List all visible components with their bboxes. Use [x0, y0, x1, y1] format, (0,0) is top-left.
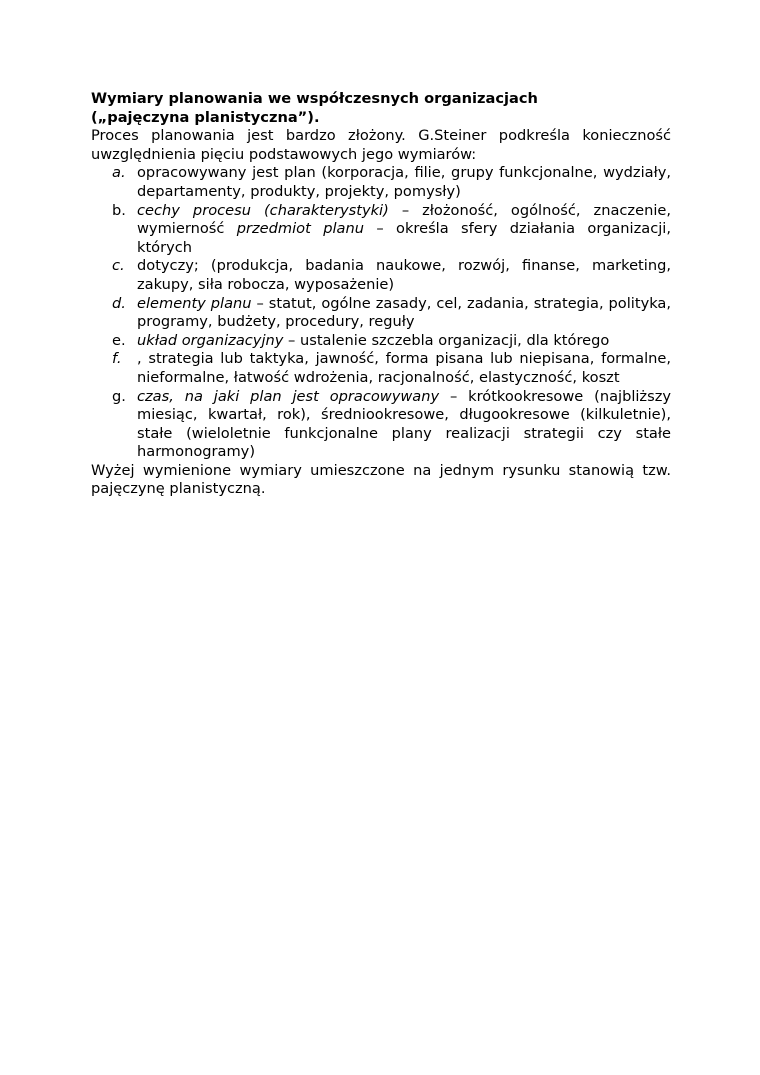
closing-paragraph: Wyżej wymienione wymiary umieszczone na jednym rysunku stanowią tzw. pajęczynę planistyczną. — [91, 461, 671, 498]
list-marker-c: c. — [112, 257, 125, 275]
heading-line-1: Wymiary planowania we współczesnych organizacjach — [91, 90, 538, 107]
list-item-c — [91, 257, 671, 294]
list-marker-e: e. — [112, 331, 126, 349]
list-item-g — [91, 388, 671, 462]
list-item-d-text: – statut, ogólne zasady, cel, zadania, strategia, polityka, programy, budżety, procedury, reguły — [137, 294, 671, 331]
list-item-c-text: dotyczy; (produkcja, badania naukowe, rozwój, finanse, marketing, zakupy, siła robocza, wyposażenie) — [137, 257, 671, 293]
list-item-b — [91, 202, 671, 258]
list-item-e-text: – ustalenie szczebla organizacji, dla którego — [283, 331, 610, 349]
list-item-d — [91, 295, 671, 332]
list-item-g-italic-lead: czas, na jaki plan jest opracowywany — [137, 387, 440, 405]
list-marker-a: a. — [112, 164, 126, 182]
list-item-a — [91, 164, 671, 201]
list-item-f-text: , strategia lub taktyka, jawność, forma pisana lub niepisana, formalne, nieformalne, łatwość wdrożenia, racjonalność, elastyczność, koszt — [137, 350, 671, 386]
list-item-f — [91, 350, 671, 387]
list-item-b-italic-mid: przedmiot planu — [236, 220, 364, 238]
list-item-b-italic-lead: cechy procesu (charakterystyki) — [137, 201, 389, 219]
document-page — [91, 90, 671, 499]
list-item-g-text: – krótkookresowe (najbliższy miesiąc, kwartał, rok), średniookresowe, długookresowe (kilkuletnie), stałe (wieloletnie funkcjonalne plany realizacji strategii czy stałe harmonogramy) — [137, 387, 671, 461]
list-item-b-text-a: – złożoność, ogólność, znaczenie, wymierność — [137, 201, 671, 238]
list-item-b-text-b: – określa sfery działania organizacji, których — [137, 220, 671, 256]
intro-paragraph: Proces planowania jest bardzo złożony. G.Steiner podkreśla konieczność uwzględnienia pięciu podstawowych jego wymiarów: — [91, 127, 671, 163]
list-marker-d: d. — [112, 294, 126, 312]
list-marker-g: g. — [112, 387, 126, 405]
list-item-d-italic-lead: elementy planu — [137, 294, 252, 312]
dimensions-list — [91, 164, 671, 462]
list-marker-f: f. — [112, 350, 122, 368]
list-item-a-text: opracowywany jest plan (korporacja, filie, grupy funkcjonalne, wydziały, departamenty, produkty, projekty, pomysły) — [137, 164, 671, 200]
heading-line-2: („pajęczyna planistyczna”). — [91, 108, 320, 126]
list-item-e-italic-lead: układ organizacyjny — [137, 331, 284, 349]
list-item-e — [91, 332, 671, 351]
list-marker-b: b. — [112, 201, 126, 219]
